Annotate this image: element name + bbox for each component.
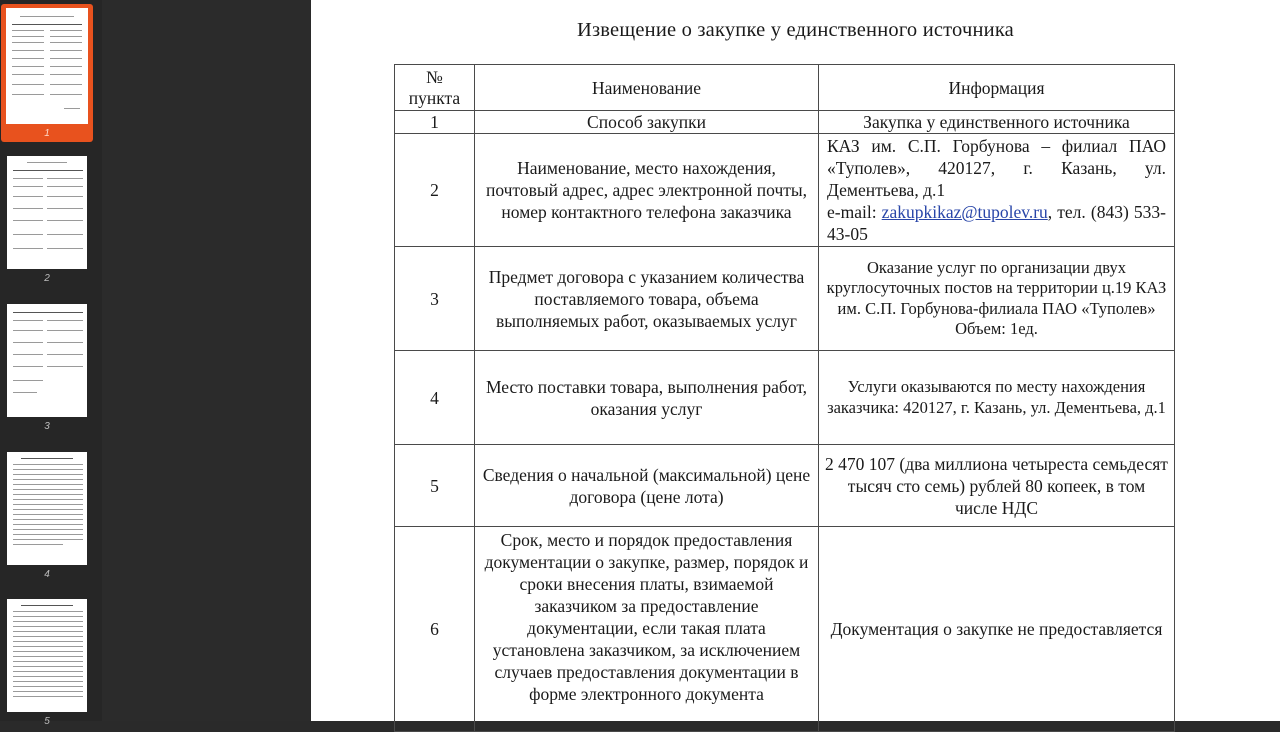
page-thumbnail-1[interactable]: [1, 4, 93, 142]
thumbnail-number: 4: [44, 569, 50, 580]
row-name: Способ закупки: [475, 111, 819, 134]
row-info: 2 470 107 (два миллиона четыреста семьдесят тысяч сто семь) рублей 80 копеек, в том числе НДС: [819, 445, 1175, 527]
row-info: Услуги оказываются по месту нахождения заказчика: 420127, г. Казань, ул. Дементьева, д.1: [819, 351, 1175, 445]
page-thumbnail-2[interactable]: [6, 156, 88, 287]
thumbnail-sidebar: [0, 0, 102, 727]
row-num: 4: [395, 351, 475, 445]
row-name: Место поставки товара, выполнения работ, оказания услуг: [475, 351, 819, 445]
volume: Объем: 1ед.: [955, 319, 1038, 338]
table-header-row: [395, 65, 1175, 111]
thumbnail-preview: [6, 8, 88, 124]
header-info: Информация: [819, 65, 1175, 111]
row-info: Закупка у единственного источника: [819, 111, 1175, 134]
page-thumbnail-4[interactable]: [6, 452, 88, 583]
thumbnail-number: 2: [44, 273, 50, 284]
document-page: [311, 0, 1280, 721]
row-name: Наименование, место нахождения, почтовый адрес, адрес электронной почты, номер контактного телефона заказчика: [475, 134, 819, 247]
table-row: [395, 134, 1175, 247]
phone-number: , тел. (843) 533-43-05: [827, 202, 1166, 244]
row-num: 6: [395, 527, 475, 732]
row-num: 5: [395, 445, 475, 527]
row-info: [819, 134, 1175, 247]
viewer-background: [102, 0, 310, 721]
table-row: [395, 445, 1175, 527]
row-info: Документация о закупке не предоставляется: [819, 527, 1175, 732]
page-thumbnail-5[interactable]: [6, 599, 88, 730]
header-num: № пункта: [395, 65, 475, 111]
document-title: Извещение о закупке у единственного источника: [577, 19, 1014, 41]
email-prefix: e-mail:: [827, 202, 877, 222]
table-row: [395, 351, 1175, 445]
row-name: Предмет договора с указанием количества поставляемого товара, объема выполняемых работ, оказываемых услуг: [475, 247, 819, 351]
row-num: 2: [395, 134, 475, 247]
thumbnail-number: 5: [44, 716, 50, 727]
thumbnail-preview: [7, 452, 87, 565]
email-link[interactable]: zakupkikaz@tupolev.ru: [881, 202, 1048, 222]
row-num: 1: [395, 111, 475, 134]
table-row: [395, 527, 1175, 732]
table-row: [395, 111, 1175, 134]
header-name: Наименование: [475, 65, 819, 111]
row-name: Сведения о начальной (максимальной) цене договора (цене лота): [475, 445, 819, 527]
row-num: 3: [395, 247, 475, 351]
table-row: [395, 247, 1175, 351]
subject-description: Оказание услуг по организации двух круглосуточных постов на территории ц.19 КАЗ им. С.П. Горбунова-филиала ПАО «Туполев»: [826, 257, 1167, 318]
thumbnail-preview: [7, 156, 87, 269]
notice-table: [394, 64, 1175, 732]
thumbnail-preview: [7, 599, 87, 712]
thumbnail-number: 3: [44, 421, 50, 432]
thumbnail-number: 1: [44, 128, 50, 139]
row-info: [819, 247, 1175, 351]
page-thumbnail-3[interactable]: [6, 304, 88, 435]
customer-name-address: КАЗ им. С.П. Горбунова – филиал ПАО «Туполев», 420127, г. Казань, ул. Дементьева, д.1: [827, 136, 1166, 200]
row-name: Срок, место и порядок предоставления документации о закупке, размер, порядок и сроки внесения платы, взимаемой заказчиком за предоставление документации, если такая плата установлена заказчиком, за исключением случаев предоставления документации в форме электронного документа: [475, 527, 819, 732]
thumbnail-preview: [7, 304, 87, 417]
